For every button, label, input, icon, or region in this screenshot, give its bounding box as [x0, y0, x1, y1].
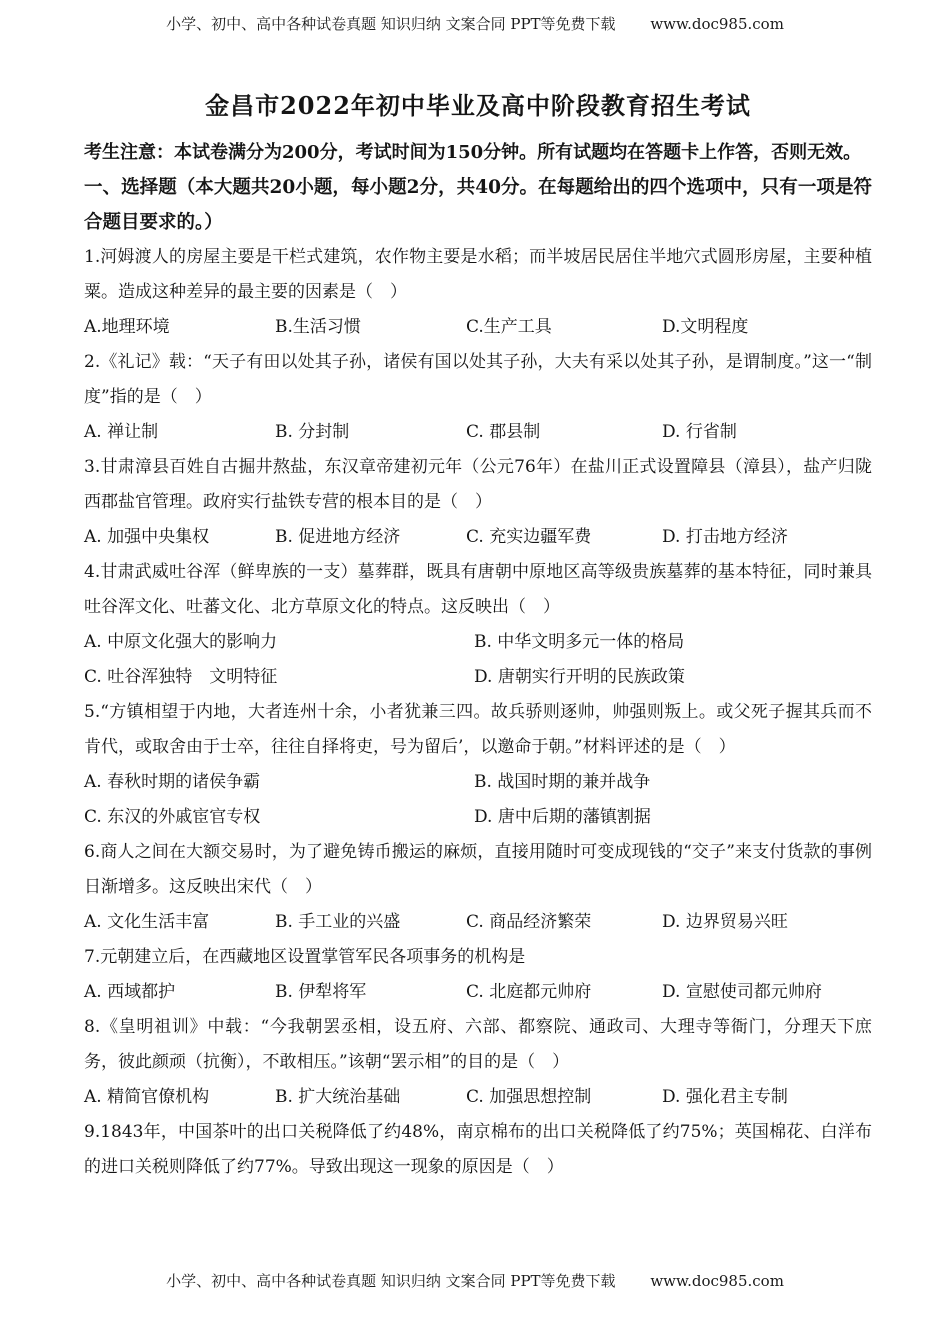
question-6-option-B: B. 手工业的兴盛 [275, 912, 401, 932]
question-8-option-A: A. 精简官僚机构 [84, 1087, 210, 1107]
question-5-options [84, 765, 872, 835]
question-8-option-D: D. 强化君主专制 [662, 1087, 788, 1107]
question-6 [84, 835, 872, 940]
question-7-text: 7.元朝建立后，在西藏地区设置掌管军民各项事务的机构是 [84, 947, 526, 967]
page-header [0, 13, 950, 34]
question-1-option-C: C.生产工具 [466, 317, 552, 337]
question-2-option-D: D. 行省制 [662, 422, 737, 442]
question-8-option-C: C. 加强思想控制 [466, 1087, 592, 1107]
question-6-option-D: D. 边界贸易兴旺 [662, 912, 788, 932]
question-4-options [84, 625, 872, 695]
question-7 [84, 940, 872, 1010]
question-7-option-D: D. 宣慰使司都元帅府 [662, 982, 822, 1002]
question-8-option-B: B. 扩大统治基础 [275, 1087, 401, 1107]
footer-site-link[interactable]: www.doc985.com [650, 1272, 784, 1290]
question-5-option-A: A. 春秋时期的诸侯争霸 [84, 772, 261, 792]
question-9 [84, 1115, 872, 1185]
questions-list [84, 240, 872, 1185]
question-8-options [84, 1080, 872, 1115]
question-6-text: 6.商人之间在大额交易时，为了避免铸币搬运的麻烦，直接用随时可变成现钱的“交子”来支付货款的事例日渐增多。这反映出宋代（ ） [84, 842, 872, 897]
question-2-option-B: B. 分封制 [275, 422, 350, 442]
question-9-text: 9.1843年，中国茶叶的出口关税降低了约48%，南京棉布的出口关税降低了约75%；英国棉花、白洋布的进口关税则降低了约77%。导致出现这一现象的原因是（ ） [84, 1122, 872, 1177]
question-3-text: 3.甘肃漳县百姓自古掘井熬盐，东汉章帝建初元年（公元76年）在盐川正式设置障县（漳县），盐产归陇西郡盐官管理。政府实行盐铁专营的根本目的是（ ） [84, 457, 872, 512]
question-2-option-A: A. 禅让制 [84, 422, 159, 442]
question-2-text: 2.《礼记》载：“天子有田以处其子孙，诸侯有国以处其子孙，大夫有采以处其子孙，是谓制度。”这一“制度”指的是（ ） [84, 352, 872, 407]
question-1-option-B: B.生活习惯 [275, 317, 361, 337]
question-7-option-A: A. 西域都护 [84, 982, 176, 1002]
question-4-option-D: D. 唐朝实行开明的民族政策 [474, 667, 685, 687]
question-5-text: 5.“方镇相望于内地，大者连州十余，小者犹兼三四。故兵骄则逐帅，帅强则叛上。或父死子握其兵而不肯代，或取舍由于士卒，往往自择将吏，号为留后’，以邀命于朝。”材料评述的是（ ） [84, 702, 872, 757]
question-1-option-D: D.文明程度 [662, 317, 749, 337]
question-4-option-A: A. 中原文化强大的影响力 [84, 632, 278, 652]
question-5-option-C: C. 东汉的外戚宦官专权 [84, 807, 261, 827]
document-content [84, 86, 872, 1185]
question-4-option-B: B. 中华文明多元一体的格局 [474, 632, 685, 652]
question-7-options [84, 975, 872, 1010]
question-4 [84, 555, 872, 695]
header-site-link[interactable]: www.doc985.com [650, 15, 784, 33]
question-2-options [84, 415, 872, 450]
question-4-text: 4.甘肃武威吐谷浑（鲜卑族的一支）墓葬群，既具有唐朝中原地区高等级贵族墓葬的基本特征，同时兼具吐谷浑文化、吐蕃文化、北方草原文化的特点。这反映出（ ） [84, 562, 872, 617]
exam-title: 金昌市2022年初中毕业及高中阶段教育招生考试 [205, 91, 751, 120]
question-3-options [84, 520, 872, 555]
question-1-option-A: A.地理环境 [84, 317, 170, 337]
question-2 [84, 345, 872, 450]
candidate-notice: 考生注意：本试卷满分为200分，考试时间为150分钟。所有试题均在答题卡上作答，否则无效。 [84, 142, 862, 163]
question-3-option-A: A. 加强中央集权 [84, 527, 210, 547]
question-3-option-D: D. 打击地方经济 [662, 527, 788, 547]
question-3 [84, 450, 872, 555]
question-8 [84, 1010, 872, 1115]
question-5-option-D: D. 唐中后期的藩镇割据 [474, 807, 651, 827]
question-3-option-B: B. 促进地方经济 [275, 527, 401, 547]
footer-promo-text: 小学、初中、高中各种试卷真题 知识归纳 文案合同 PPT等免费下载 [166, 1272, 616, 1290]
question-5 [84, 695, 872, 835]
question-6-options [84, 905, 872, 940]
question-6-option-A: A. 文化生活丰富 [84, 912, 210, 932]
question-7-option-B: B. 伊犁将军 [275, 982, 367, 1002]
question-5-option-B: B. 战国时期的兼并战争 [474, 772, 651, 792]
question-1-text: 1.河姆渡人的房屋主要是干栏式建筑，农作物主要是水稻；而半坡居民居住半地穴式圆形房屋，主要种植粟。造成这种差异的最主要的因素是（ ） [84, 247, 872, 302]
page-footer [0, 1270, 950, 1291]
question-7-option-C: C. 北庭都元帅府 [466, 982, 592, 1002]
question-3-option-C: C. 充实边疆军费 [466, 527, 592, 547]
question-1 [84, 240, 872, 345]
question-1-options [84, 310, 872, 345]
question-8-text: 8.《皇明祖训》中载：“今我朝罢丞相，设五府、六部、都察院、通政司、大理寺等衙门，分理天下庶务，彼此颜顽（抗衡），不敢相压。”该朝“罢示相”的目的是（ ） [84, 1017, 872, 1072]
question-6-option-C: C. 商品经济繁荣 [466, 912, 592, 932]
section-one-heading: 一、选择题（本大题共20小题，每小题2分，共40分。在每题给出的四个选项中，只有一项是符合题目要求的。） [84, 177, 872, 233]
question-2-option-C: C. 郡县制 [466, 422, 541, 442]
header-promo-text: 小学、初中、高中各种试卷真题 知识归纳 文案合同 PPT等免费下载 [166, 15, 616, 33]
question-4-option-C: C. 吐谷浑独特 文明特征 [84, 667, 278, 687]
